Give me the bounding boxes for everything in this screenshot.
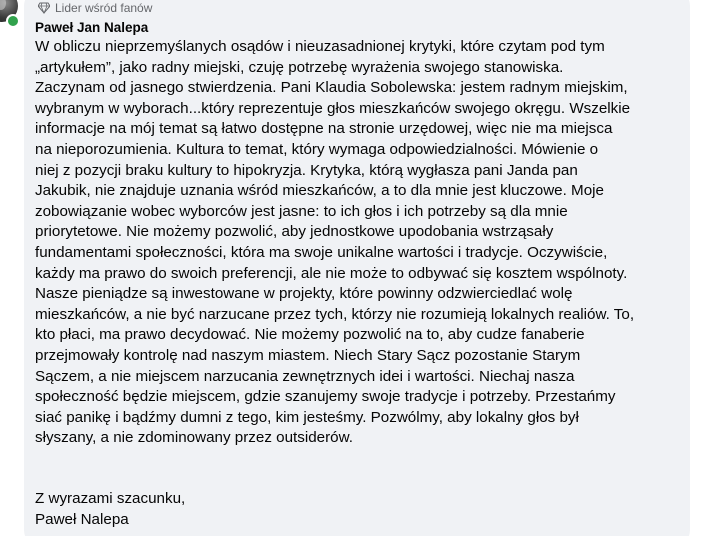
comment-line: W obliczu nieprzemyślanych osądów i nieuzasadnionej krytyki, które czytam pod tym (35, 38, 605, 55)
comment-line: Jakubik, nie znajduje uznania wśród mieszkańców, a to dla mnie jest kluczowe. Moje (35, 182, 604, 200)
comment-line: zobowiązanie wobec wyborców jest jasne: to ich głos i ich potrzeby są dla mnie (35, 202, 568, 220)
comment-line: fundamentami społeczności, która ma swoje unikalne wartości i tradycje. Oczywiście, (35, 243, 608, 261)
comment-line: kto płaci, ma prawo decydować. Nie możemy pozwolić na to, aby cudze fanaberie (35, 326, 585, 344)
comment-line: Nasze pieniądze są inwestowane w projekty, które powinny odzwierciedlać wolę (35, 285, 573, 303)
comment-line: siać panikę i bądźmy dumni z tego, kim jesteśmy. Pozwólmy, aby lokalny głos był (35, 408, 579, 426)
comment-line: Zaczynam od jasnego stwierdzenia. Pani Klaudia Sobolewska: jestem radnym miejskim, (35, 79, 628, 97)
comment-body (35, 37, 683, 449)
comment-line: niej z pozycji braku kultury to hipokryzja. Krytyka, którą wygłasza pani Janda pan (35, 161, 578, 179)
comment-line: przejmowały kontrolę nad naszym miastem. Niech Stary Sącz pozostanie Starym (35, 346, 581, 364)
fan-badge[interactable] (38, 1, 152, 15)
comment-line: społeczność będzie miejscem, gdzie szanujemy swoje tradycje i potrzeby. Przestańmy (35, 388, 616, 406)
comment-line: mieszkańców, a nie być narzucane przez tych, którzy nie rozumieją lokalnych realiów. To, (35, 305, 635, 323)
comment-signature-block (35, 489, 185, 530)
comment-line: priorytetowe. Nie możemy pozwolić, aby jednostkowe upodobania wstrząsały (35, 223, 554, 241)
closing-line: Z wyrazami szacunku, (35, 490, 186, 507)
comment-line: Sączem, a nie miejscem narzucania zewnętrznych idei i wartości. Niechaj nasza (35, 367, 575, 385)
comment-line: słyszany, a nie zdominowany przez outsiderów. (35, 429, 353, 447)
online-status-icon (6, 14, 20, 28)
comment-line: „artykułem”, jako radny miejski, czuję potrzebę wyrażenia swojego stanowiska. (35, 58, 564, 76)
signature: Paweł Nalepa (35, 510, 129, 528)
comment-line: każdy ma prawo do swoich preferencji, ale nie może to odbywać się kosztem wspólnoty. (35, 264, 628, 282)
diamond-icon (38, 2, 50, 14)
comment-line: na nieporozumienia. Kultura to temat, który wymaga odpowiedzialności. Mówienie o (35, 140, 599, 158)
comment-line: wybranym w wyborach...który reprezentuje głos mieszkańców swojego okręgu. Wszelkie (35, 99, 631, 117)
badge-label: Lider wśród fanów (55, 1, 153, 15)
author-name-link[interactable]: Paweł Jan Nalepa (35, 20, 149, 35)
comment-line: informacje na mój temat są łatwo dostępne na stronie urzędowej, więc nie ma miejsca (35, 120, 613, 138)
